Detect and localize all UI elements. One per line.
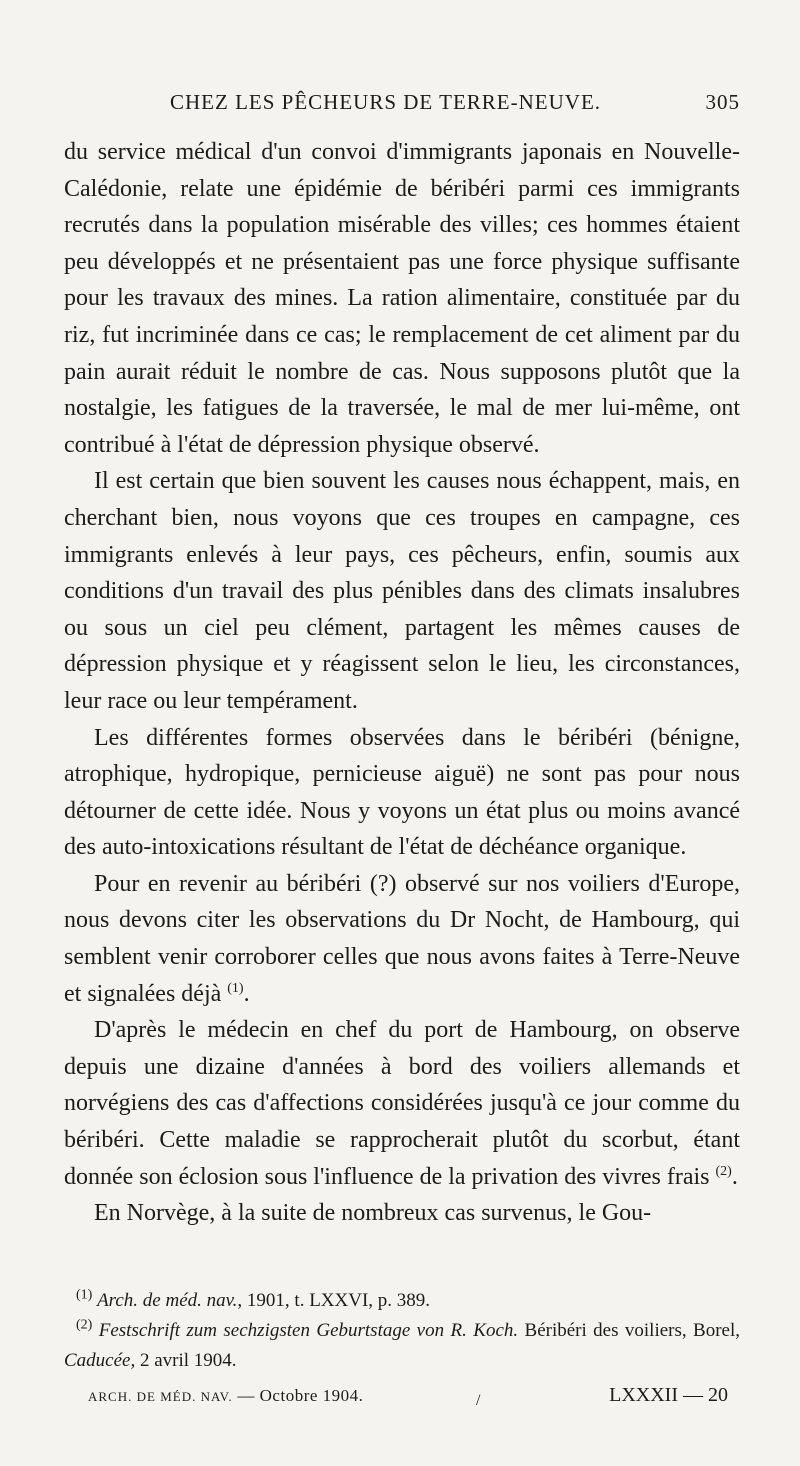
body-text bbox=[64, 134, 740, 1232]
running-title: CHEZ LES PÊCHEURS DE TERRE-NEUVE. bbox=[170, 90, 602, 114]
footnote-2 bbox=[64, 1316, 740, 1376]
paragraph-4-text: Pour en revenir au béribéri (?) observé sur nos voiliers d'Europe, nous devons citer les observations du Dr Nocht, de Hambourg, qui semblent venir corroborer celles que nous avons faites à Terre-Neuve et signalées déjà bbox=[64, 870, 740, 1007]
footnote-1-title: Arch. de méd. nav. bbox=[97, 1290, 238, 1311]
running-header bbox=[140, 90, 740, 124]
footnote-1 bbox=[64, 1286, 740, 1316]
paragraph-5: D'après le médecin en chef du port de Hambourg, on observe depuis une dizaine d'années à bord des voiliers allemands et norvégiens des cas d'affections considérées jusqu'à ce jour comme du béribéri. Cette maladie se rapprocherait plutôt du scorbut, étant donnée son éclosion sous l'influence de la privation des vivres frais $^{(2)}$. bbox=[64, 1017, 740, 1190]
paragraph-2: Il est certain que bien souvent les causes nous échappent, mais, en cherchant bien, nous voyons que ces troupes en campagne, ces immigrants enlevés à leur pays, ces pêcheurs, enfin, soumis aux conditions d'un travail des plus pénibles dans des climats insalubres ou sous un ciel peu clément, partagent les mêmes causes de dépression physique et y réagissent selon le lieu, les circonstances, leur race ou leur tempérament. bbox=[64, 468, 740, 714]
footnote-2-marker: (2) bbox=[76, 1317, 93, 1333]
footer-journal-line bbox=[88, 1386, 363, 1406]
footnote-1-rest: , 1901, t. LXXVI, p. 389. bbox=[237, 1290, 431, 1311]
paragraph-3: Les différentes formes observées dans le béribéri (bénigne, atrophique, hydropique, pernicieuse aiguë) ne sont pas pour nous détourner de cette idée. Nous y voyons un état plus ou moins avancé des auto-intoxications résultant de l'état de déchéance organique. bbox=[64, 724, 740, 861]
footer-mark: / bbox=[476, 1392, 481, 1409]
page-footer bbox=[88, 1384, 728, 1414]
footnote-2-title: Festschrift zum sechzigsten Geburtstage von R. Koch. bbox=[98, 1320, 519, 1341]
footnotes bbox=[64, 1286, 740, 1376]
paragraph-6: En Norvège, à la suite de nombreux cas survenus, le Gou- bbox=[94, 1200, 652, 1227]
footnote-2-date: 2 avril 1904. bbox=[135, 1350, 237, 1371]
paragraph-5-text: D'après le médecin en chef du port de Hambourg, on observe depuis une dizaine d'années à bord des voiliers allemands et norvégiens des cas d'affections considérées jusqu'à ce jour comme du béribéri. Cette maladie se rapprocherait plutôt du scorbut, étant donnée son éclosion sous l'influence de la privation des vivres frais bbox=[64, 1017, 740, 1190]
footnote-ref-2: (2) bbox=[715, 1163, 732, 1179]
paragraph-1: du service médical d'un convoi d'immigrants japonais en Nouvelle-Calédonie, relate une épidémie de béribéri parmi ces immigrants recrutés dans la population misérable des villes; ces hommes étaient peu développés et ne présentaient pas une force physique suffisante pour les travaux des mines. La ration alimentaire, constituée par du riz, fut incriminée dans ce cas; le remplacement de cet aliment par du pain aurait réduit le nombre de cas. Nous supposons plutôt que la nostalgie, les fatigues de la traversée, le mal de mer lui-même, ont contribué à l'état de dépression physique observé. bbox=[64, 139, 740, 458]
footnote-ref-1: (1) bbox=[227, 980, 244, 996]
page-number: 305 bbox=[705, 90, 740, 114]
footnote-2-rest: Béribéri des voiliers, Borel, bbox=[518, 1320, 740, 1341]
signature-mark: LXXXII — 20 bbox=[609, 1384, 728, 1406]
footer-journal: ARCH. DE MÉD. NAV. bbox=[88, 1389, 233, 1404]
paragraph-4: Pour en revenir au béribéri (?) observé sur nos voiliers d'Europe, nous devons citer les observations du Dr Nocht, de Hambourg, qui semblent venir corroborer celles que nous avons faites à Terre-Neuve et signalées déjà $^{(1)}$. bbox=[64, 870, 740, 1007]
footnote-1-marker: (1) bbox=[76, 1287, 93, 1303]
footnote-2-journal: Caducée, bbox=[64, 1350, 136, 1371]
footer-date: — Octobre 1904. bbox=[232, 1386, 364, 1405]
